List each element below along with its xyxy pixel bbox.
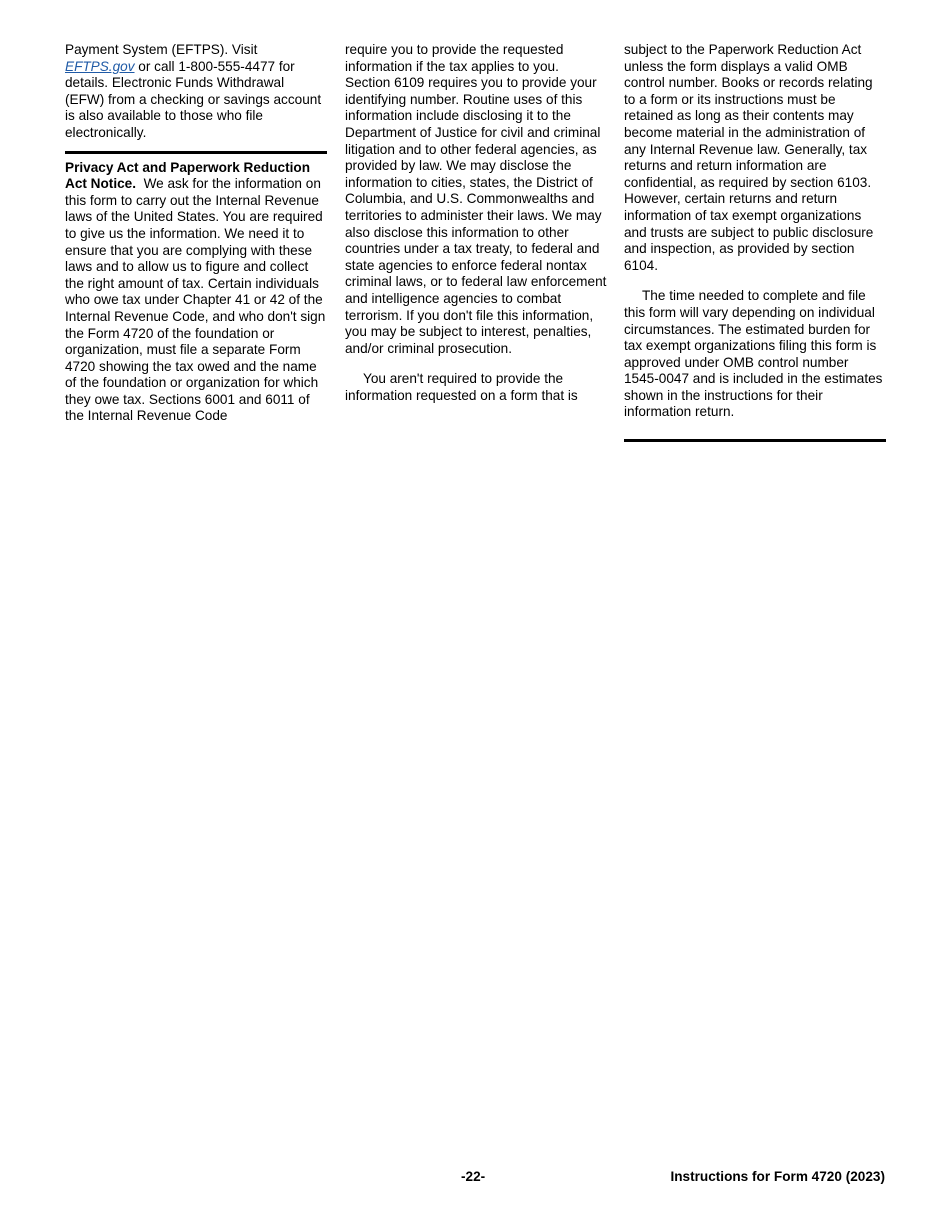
column-middle — [345, 42, 607, 404]
privacy-act-paragraph — [65, 160, 327, 426]
privacy-act-heading: Privacy Act and Paperwork Reduction Act Notice. — [65, 159, 311, 192]
paperwork-reduction-paragraph: subject to the Paperwork Reduction Act unless the form displays a valid OMB control number. Books or records relating to a form or its instructions must be retained as long as their contents may become material in the administration of any Internal Revenue law. Generally, tax returns and return information are confidential, as required by section 6103. However, certain returns and return information of tax exempt organizations and trusts are subject to public disclosure and inspection, as provided by section 6104. — [624, 42, 874, 273]
eftps-text-start: Payment System (EFTPS). Visit — [65, 42, 258, 57]
eftps-paragraph — [65, 42, 327, 142]
eftps-text-end: or call 1-800-555-4477 for details. Electronic Funds Withdrawal (EFW) from a checking or savings account is also available to those who file electronically. — [65, 58, 322, 140]
end-divider — [624, 439, 886, 442]
omb-requirement-paragraph: You aren't required to provide the information requested on a form that is — [345, 371, 578, 403]
footer-document-title: Instructions for Form 4720 (2023) — [670, 1169, 885, 1184]
routine-uses-paragraph: require you to provide the requested information if the tax applies to you. Section 6109 requires you to provide your identifying number. Routine uses of this information include disclosing it to the Department of Justice for civil and criminal litigation and to other federal agencies, as provided by law. We may disclose the information to cities, states, the District of Columbia, and U.S. Commonwealths and territories to administer their laws. We may also disclose this information to other countries under a tax treaty, to federal and state agencies to enforce federal nontax criminal laws, or to federal law enforcement and intelligence agencies to combat terrorism. If you don't file this information, you may be subject to interest, penalties, and/or criminal prosecution. — [345, 42, 607, 356]
eftps-link[interactable]: EFTPS.gov — [65, 58, 135, 74]
privacy-act-body: We ask for the information on this form to carry out the Internal Revenue laws of the United States. You are required to give us the information. We need it to ensure that you are complying with these laws and to allow us to figure and collect the right amount of tax. Certain individuals who owe tax under Chapter 41 or 42 of the Internal Revenue Code, and who don't sign the Form 4720 of the foundation or organization, must file a separate Form 4720 showing the tax owed and the name of the foundation or organization for which they owe tax. Sections 6001 and 6011 of the Internal Revenue Code — [65, 176, 326, 424]
page-number: -22- — [461, 1169, 486, 1184]
time-burden-paragraph: The time needed to complete and file this form will vary depending on individual circumstances. The estimated burden for tax exempt organizations filing this form is approved under OMB control number 1545-0047 and is included in the estimates shown in the instructions for their information return. — [624, 288, 883, 420]
section-divider — [65, 151, 327, 154]
column-right — [624, 42, 886, 442]
column-left — [65, 42, 327, 425]
